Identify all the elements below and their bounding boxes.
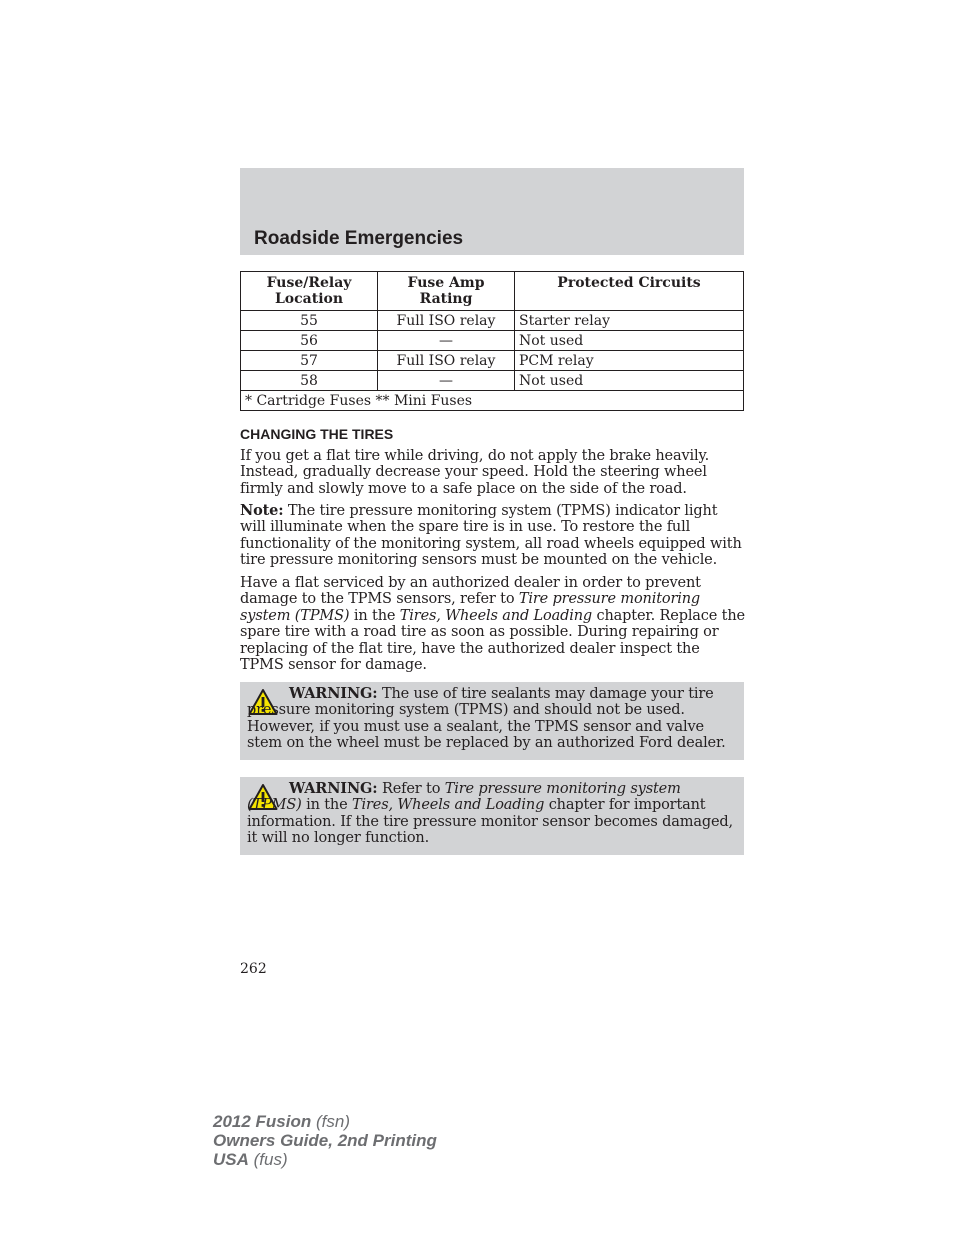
header-band [240,168,744,255]
column-header: Fuse/Relay Location [241,272,378,311]
table-row [241,331,744,351]
column-header: Fuse Amp Rating [378,272,515,311]
fuse-table [240,271,744,411]
warning-body: Refer to [377,781,445,797]
paragraph-flat-tire: If you get a flat tire while driving, do not apply the brake heavily. Instead, gradually decrease your speed. Hold the steering wheel firmly and slowly move to a safe place on the side of the road. [240,448,710,497]
footer-line [213,1150,437,1169]
column-header: Protected Circuits [515,272,744,311]
chapter-reference: Tires, Wheels and Loading [351,797,545,814]
table-cell: Not used [515,371,744,391]
document-footer [213,1112,437,1169]
table-cell: — [378,371,515,391]
table-header-row [241,272,744,311]
table-cell: 58 [241,371,378,391]
page-title: Roadside Emergencies [254,228,464,249]
table-cell: PCM relay [515,351,744,371]
section-heading: CHANGING THE TIRES [240,426,394,442]
warning-body: in the [301,797,352,814]
table-row [241,371,744,391]
footer-edition: Owners Guide, 2nd Printing [213,1131,437,1150]
page-number: 262 [240,961,267,977]
paragraph-text: chapter. Replace the spare tire with a road tire as soon as possible. During repairing or replacing of the flat tire, have the authorized dealer inspect the TPMS sensor for damage. [240,607,745,674]
footer-model: 2012 Fusion [213,1112,312,1131]
table-row [241,311,744,331]
warning-text [247,686,739,752]
paragraph-service [240,575,745,673]
table-cell: — [378,331,515,351]
note-text: The tire pressure monitoring system (TPMS) indicator light will illuminate when the spare tire is in use. To restore the full functionality of the monitoring system, all road wheels equipped with tire pressure monitoring sensors must be mounted on the vehicle. [240,503,742,569]
tpms-reference: Tire pressure monitoring system (TPMS) [247,781,681,814]
paragraph-text: Have a flat serviced by an authorized dealer in order to prevent damage to the TPMS sensors, refer to [240,575,701,608]
table-cell: 57 [241,351,378,371]
table-cell: 55 [241,311,378,331]
footer-code: (fus) [248,1150,288,1169]
table-footnote: * Cartridge Fuses ** Mini Fuses [241,391,744,411]
table-footnote-row [241,391,744,411]
warning-label: WARNING: [289,685,378,702]
warning-text [247,781,739,847]
footer-code: (fsn) [311,1112,350,1131]
table-row [241,351,744,371]
table-cell: Starter relay [515,311,744,331]
warning-body: The use of tire sealants may damage your tire pressure monitoring system (TPMS) and should not be used. However, if you must use a sealant, the TPMS sensor and valve stem on the wheel must be replaced by an authorized Ford dealer. [247,686,726,752]
table-cell: Full ISO relay [378,351,515,371]
note-label: Note: [240,502,284,519]
table-cell: Not used [515,331,744,351]
table-cell: Full ISO relay [378,311,515,331]
footer-line [213,1131,437,1150]
paragraph-text: in the [349,607,400,624]
tpms-reference: Tire pressure monitoring system (TPMS) [240,591,701,624]
warning-box-tpms [240,777,744,855]
warning-body: chapter for important information. If the tire pressure monitor sensor becomes damaged, it will no longer function. [247,797,733,847]
warning-label: WARNING: [289,780,378,797]
table-cell: 56 [241,331,378,351]
chapter-reference: Tires, Wheels and Loading [399,607,593,624]
footer-market: USA [213,1150,249,1169]
paragraph-note [240,503,745,569]
warning-box-sealants [240,682,744,760]
footer-line [213,1112,437,1131]
